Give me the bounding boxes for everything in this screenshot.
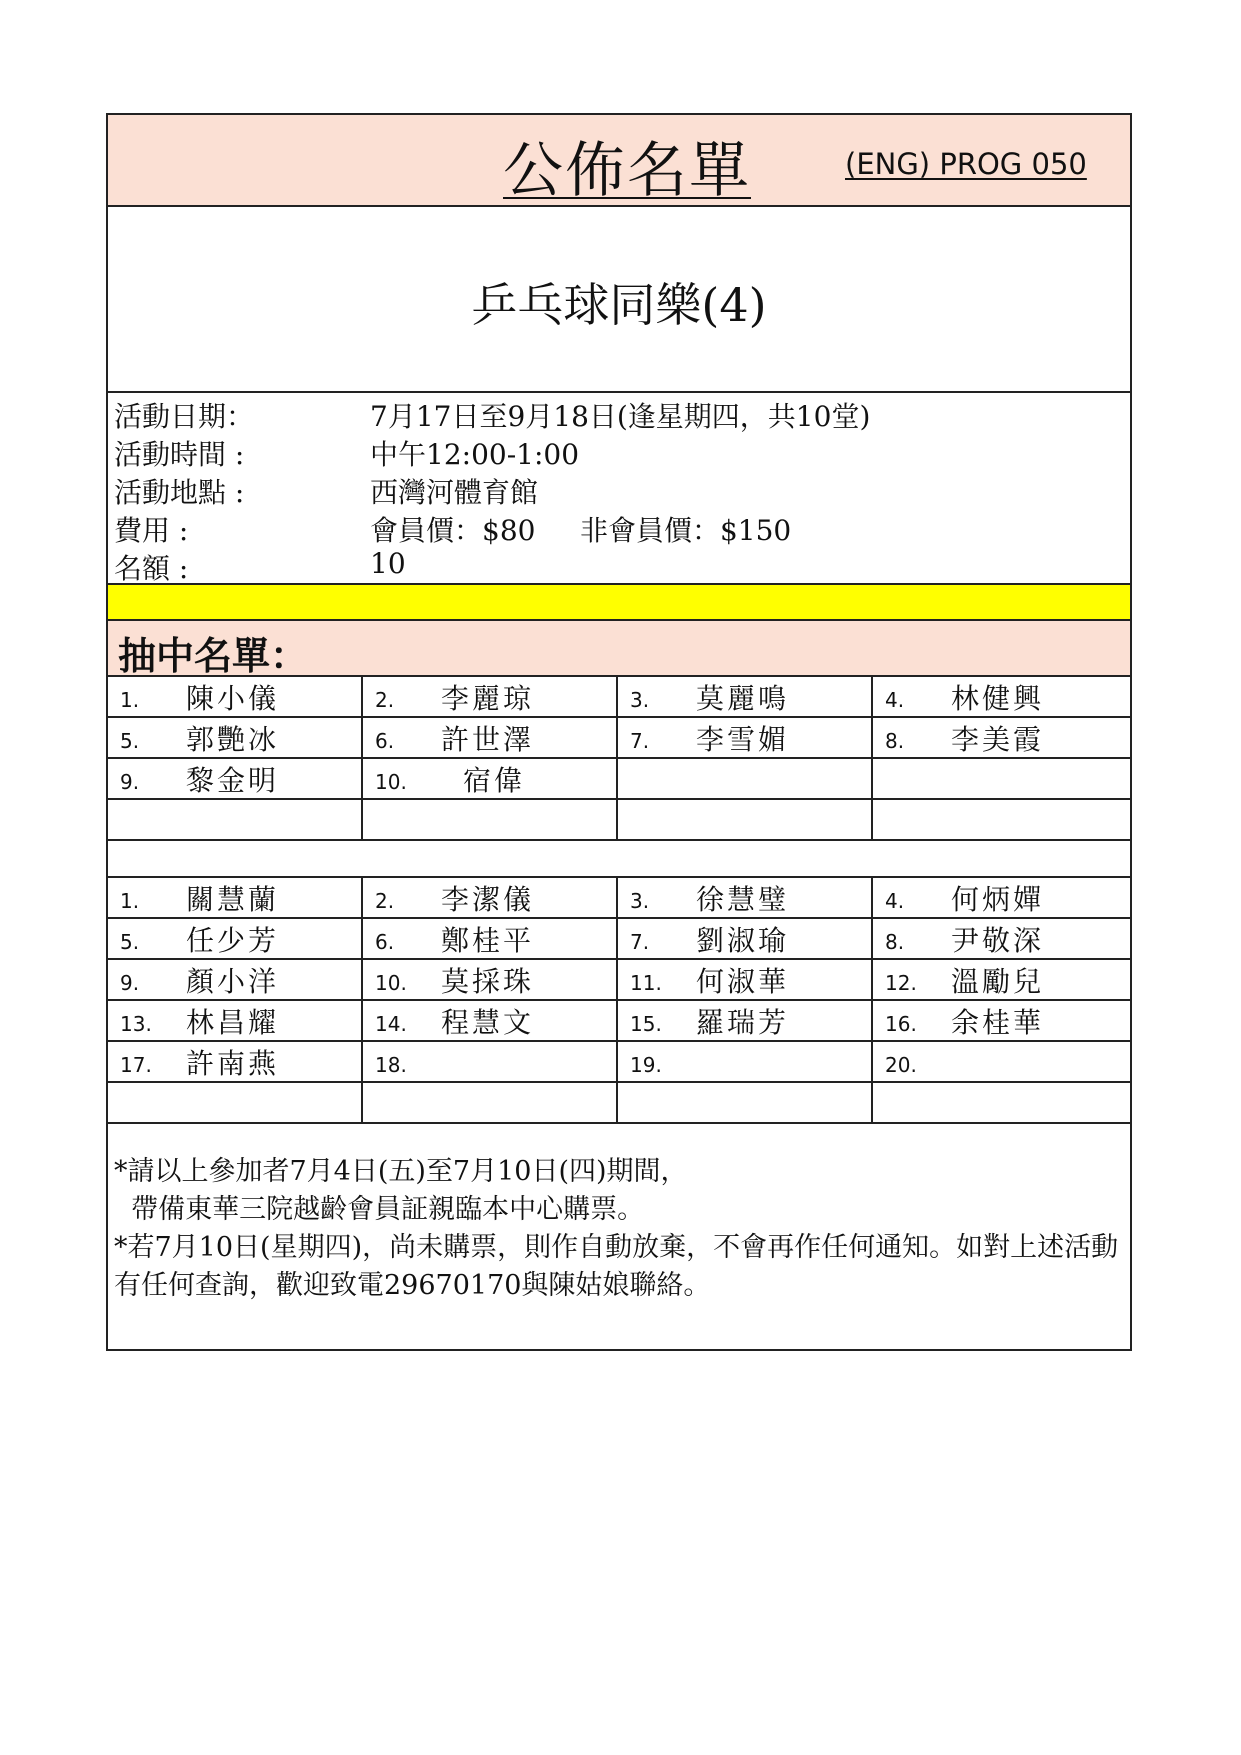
name-cell bbox=[618, 718, 873, 759]
entry-number: 6. bbox=[375, 729, 395, 753]
name-cell bbox=[618, 759, 873, 800]
name-cell bbox=[873, 919, 1130, 960]
entry-number: 11. bbox=[630, 971, 662, 995]
participant-name: 李潔儀 bbox=[441, 883, 535, 916]
participant-name: 許南燕 bbox=[186, 1047, 280, 1080]
entry-number: 20. bbox=[885, 1053, 917, 1077]
participant-name: 何炳嬋 bbox=[951, 883, 1045, 916]
participant-name: 林昌耀 bbox=[186, 1006, 280, 1039]
name-cell bbox=[618, 878, 873, 919]
entry-number: 4. bbox=[885, 889, 905, 913]
entry-number: 3. bbox=[630, 688, 650, 712]
name-cell bbox=[108, 919, 363, 960]
participant-name: 莫採珠 bbox=[441, 965, 535, 998]
name-cell bbox=[873, 759, 1130, 800]
participant-name: 許世澤 bbox=[441, 723, 535, 756]
name-cell bbox=[363, 1001, 618, 1042]
participant-name: 關慧蘭 bbox=[186, 883, 280, 916]
entry-number: 10. bbox=[375, 971, 407, 995]
info-value-time: 中午12:00-1:00 bbox=[370, 438, 580, 471]
name-cell bbox=[363, 1042, 618, 1083]
info-label-venue: 活動地點 : bbox=[114, 476, 245, 509]
name-cell bbox=[618, 800, 873, 841]
name-cell bbox=[108, 759, 363, 800]
entry-number: 8. bbox=[885, 729, 905, 753]
info-value-date: 7月17日至9月18日(逢星期四，共10堂) bbox=[370, 400, 871, 433]
name-cell bbox=[363, 1083, 618, 1124]
participant-name: 陳小儀 bbox=[186, 682, 280, 715]
entry-number: 5. bbox=[120, 729, 140, 753]
entry-number: 9. bbox=[120, 770, 140, 794]
name-cell bbox=[873, 677, 1130, 718]
notice-line: 帶備東華三院越齡會員証親臨本中心購票。 bbox=[114, 1194, 645, 1225]
participant-name: 宿偉 bbox=[463, 764, 526, 797]
notice-line: *若7月10日(星期四)，尚未購票，則作自動放棄，不會再作任何通知。如對上述活動有任何查詢，歡迎致電29670170與陳姑娘聯絡。 bbox=[114, 1232, 1119, 1301]
participant-name: 任少芳 bbox=[186, 924, 280, 957]
entry-number: 1. bbox=[120, 688, 140, 712]
activity-info bbox=[108, 393, 1130, 585]
name-cell bbox=[873, 960, 1130, 1001]
entry-number: 12. bbox=[885, 971, 917, 995]
page-title: 公佈名單 bbox=[503, 136, 751, 206]
entry-number: 17. bbox=[120, 1053, 152, 1077]
activity-section bbox=[108, 207, 1130, 393]
info-label-time: 活動時間 : bbox=[114, 438, 245, 471]
entry-number: 2. bbox=[375, 889, 395, 913]
participant-name: 黎金明 bbox=[186, 764, 280, 797]
info-value-venue: 西灣河體育館 bbox=[370, 476, 539, 509]
participant-name: 羅瑞芳 bbox=[696, 1006, 790, 1039]
name-cell bbox=[108, 718, 363, 759]
participant-name: 郭艷冰 bbox=[186, 723, 280, 756]
name-cell bbox=[618, 1083, 873, 1124]
entry-number: 18. bbox=[375, 1053, 407, 1077]
info-label-quota: 名額 : bbox=[114, 552, 189, 585]
name-cell bbox=[108, 800, 363, 841]
entry-number: 1. bbox=[120, 889, 140, 913]
name-cell bbox=[108, 960, 363, 1001]
participant-name: 鄭桂平 bbox=[441, 924, 535, 957]
participant-name: 尹敬深 bbox=[951, 924, 1045, 957]
name-cell bbox=[108, 677, 363, 718]
entry-number: 7. bbox=[630, 729, 650, 753]
entry-number: 2. bbox=[375, 688, 395, 712]
name-cell bbox=[618, 960, 873, 1001]
name-cell bbox=[363, 919, 618, 960]
name-cell bbox=[618, 1042, 873, 1083]
info-label-fee: 費用 : bbox=[114, 514, 189, 547]
name-cell bbox=[873, 878, 1130, 919]
info-label-date: 活動日期： bbox=[114, 400, 255, 433]
notice-line: *請以上參加者7月4日(五)至7月10日(四)期間， bbox=[114, 1156, 688, 1187]
name-cell bbox=[618, 677, 873, 718]
participant-name: 劉淑瑜 bbox=[696, 924, 790, 957]
program-code: (ENG) PROG 050 bbox=[845, 147, 1087, 181]
entry-number: 10. bbox=[375, 770, 407, 794]
name-cell bbox=[363, 878, 618, 919]
name-cell bbox=[363, 960, 618, 1001]
name-cell bbox=[618, 919, 873, 960]
name-cell bbox=[873, 1001, 1130, 1042]
name-cell bbox=[873, 1042, 1130, 1083]
participant-name: 程慧文 bbox=[441, 1006, 535, 1039]
participant-name: 顏小洋 bbox=[186, 965, 280, 998]
entry-number: 15. bbox=[630, 1012, 662, 1036]
activity-name: 乒乓球同樂(4) bbox=[471, 278, 767, 332]
notice-text bbox=[114, 1153, 1120, 1305]
entry-number: 9. bbox=[120, 971, 140, 995]
participant-name: 溫勵兒 bbox=[951, 965, 1045, 998]
entry-number: 5. bbox=[120, 930, 140, 954]
participant-name: 李美霞 bbox=[951, 723, 1045, 756]
name-cell bbox=[873, 800, 1130, 841]
name-cell bbox=[363, 677, 618, 718]
name-cell bbox=[108, 1042, 363, 1083]
name-cell bbox=[363, 800, 618, 841]
name-cell bbox=[618, 1001, 873, 1042]
name-cell bbox=[108, 1083, 363, 1124]
info-value-quota: 10 bbox=[370, 547, 406, 580]
header-bar bbox=[108, 115, 1130, 207]
entry-number: 3. bbox=[630, 889, 650, 913]
drawn-list-header bbox=[108, 621, 1130, 677]
participant-name: 余桂華 bbox=[951, 1006, 1045, 1039]
participant-name: 李雪媚 bbox=[696, 723, 790, 756]
name-cell bbox=[363, 718, 618, 759]
name-cell bbox=[108, 878, 363, 919]
entry-number: 8. bbox=[885, 930, 905, 954]
participant-name: 林健興 bbox=[951, 682, 1045, 715]
entry-number: 4. bbox=[885, 688, 905, 712]
name-cell bbox=[363, 759, 618, 800]
name-cell bbox=[873, 1083, 1130, 1124]
list-separator bbox=[108, 841, 1130, 878]
announcement-sheet bbox=[106, 113, 1132, 1351]
participant-name: 徐慧璧 bbox=[696, 883, 790, 916]
name-cell bbox=[873, 718, 1130, 759]
entry-number: 14. bbox=[375, 1012, 407, 1036]
info-value-fee: 會員價：$80 非會員價：$150 bbox=[370, 514, 792, 547]
drawn-list-heading: 抽中名單： bbox=[118, 634, 309, 678]
entry-number: 13. bbox=[120, 1012, 152, 1036]
participant-name: 莫麗鳴 bbox=[696, 682, 790, 715]
entry-number: 6. bbox=[375, 930, 395, 954]
participant-name: 何淑華 bbox=[696, 965, 790, 998]
entry-number: 19. bbox=[630, 1053, 662, 1077]
participant-name: 李麗琼 bbox=[441, 682, 535, 715]
entry-number: 16. bbox=[885, 1012, 917, 1036]
highlight-bar bbox=[108, 585, 1130, 621]
name-cell bbox=[108, 1001, 363, 1042]
entry-number: 7. bbox=[630, 930, 650, 954]
